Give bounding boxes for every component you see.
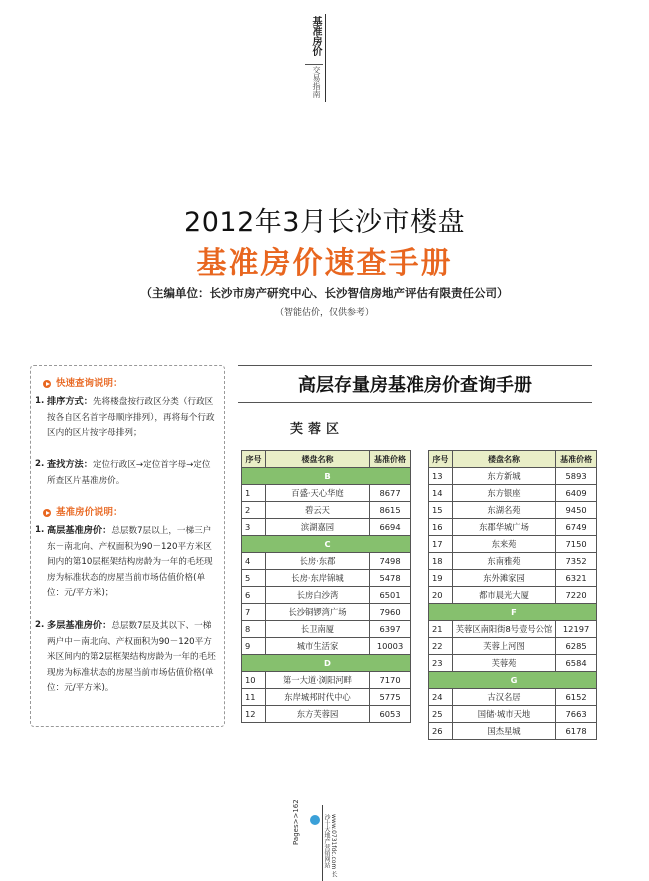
group-letter: C (242, 536, 411, 553)
property-name: 国杰星城 (452, 723, 555, 740)
base-price: 6178 (556, 723, 597, 740)
row-number: 16 (429, 519, 453, 536)
row-number: 2 (242, 502, 266, 519)
row-number: 3 (242, 519, 266, 536)
base-price: 6694 (370, 519, 411, 536)
item-number: 1. (35, 525, 45, 535)
property-name: 芙蓉苑 (452, 655, 555, 672)
footer-site (323, 814, 337, 881)
row-number: 15 (429, 502, 453, 519)
item-text: 定位行政区→定位首字母→定位所查区片基准房价。 (47, 460, 211, 486)
base-price: 7170 (370, 672, 411, 689)
table-row (429, 706, 597, 723)
header-no: 序号 (242, 451, 266, 468)
sub-section-label: 交易指南 (312, 66, 321, 98)
row-number: 12 (242, 706, 266, 723)
group-row (429, 604, 597, 621)
arrow-icon (43, 380, 51, 388)
quick-guide-title: 快速查询说明： (56, 378, 123, 389)
guide-item (35, 394, 219, 442)
property-name: 东湖名苑 (452, 502, 555, 519)
property-name: 东郡华城广场 (452, 519, 555, 536)
item-number: 2. (35, 620, 45, 630)
table-row (242, 570, 411, 587)
base-price: 7150 (556, 536, 597, 553)
page-number: Pages>>162 (292, 799, 300, 845)
base-price: 5775 (370, 689, 411, 706)
base-price: 7498 (370, 553, 411, 570)
table-row (242, 638, 411, 655)
group-row (429, 672, 597, 689)
item-label: 高层基准房价： (47, 525, 112, 536)
group-row (242, 468, 411, 485)
footer-tagline: 长沙十大地产营销网站 (323, 814, 337, 878)
base-price: 6152 (556, 689, 597, 706)
base-price: 5893 (556, 468, 597, 485)
table-row (242, 553, 411, 570)
property-name: 长卫南厦 (265, 621, 369, 638)
row-number: 1 (242, 485, 266, 502)
item-text: 总层数7层及其以下、一梯两户中－南北向、产权面积为90－120平方米区间内的第2层框架结构房龄为一年的毛坯现房为标准状态的房屋当前市场估值价格(单位：元/平方米)。 (47, 621, 216, 694)
row-number: 11 (242, 689, 266, 706)
header-price: 基准价格 (370, 451, 411, 468)
property-name: 东岸城邦时代中心 (265, 689, 369, 706)
row-number: 20 (429, 587, 453, 604)
base-price: 6501 (370, 587, 411, 604)
property-name: 芙蓉区南阳街8号壹号公馆 (452, 621, 555, 638)
row-number: 4 (242, 553, 266, 570)
page-title: 2012年3月长沙市楼盘 (184, 207, 465, 238)
property-name: 东外滩家园 (452, 570, 555, 587)
base-price: 10003 (370, 638, 411, 655)
group-letter: D (242, 655, 411, 672)
base-price: 6285 (556, 638, 597, 655)
row-number: 18 (429, 553, 453, 570)
guide-item (35, 523, 219, 602)
table-row (242, 604, 411, 621)
table-row (429, 689, 597, 706)
item-label: 排序方式： (47, 396, 93, 407)
property-name: 滨湖嘉园 (265, 519, 369, 536)
item-number: 2. (35, 459, 45, 469)
base-price: 6584 (556, 655, 597, 672)
table-row (429, 468, 597, 485)
guide-item (35, 457, 219, 489)
price-table-left (241, 450, 411, 723)
base-price: 7220 (556, 587, 597, 604)
table-row (242, 519, 411, 536)
row-number: 13 (429, 468, 453, 485)
property-name: 东来苑 (452, 536, 555, 553)
arrow-icon (43, 509, 51, 517)
item-label: 查找方法： (47, 459, 93, 470)
table-row (429, 638, 597, 655)
base-price: 6321 (556, 570, 597, 587)
table-row (429, 485, 597, 502)
group-row (242, 655, 411, 672)
property-name: 东南雅苑 (452, 553, 555, 570)
base-price: 6053 (370, 706, 411, 723)
guide-item (35, 618, 219, 697)
price-guide-heading (43, 504, 123, 518)
base-price: 8615 (370, 502, 411, 519)
table-section-title: 高层存量房基准房价查询手册 (298, 375, 532, 396)
disclaimer: （智能估价，仅供参考） (274, 308, 374, 318)
row-number: 25 (429, 706, 453, 723)
table-row (242, 672, 411, 689)
row-number: 22 (429, 638, 453, 655)
property-name: 都市晨光大厦 (452, 587, 555, 604)
base-price: 6409 (556, 485, 597, 502)
base-price: 7663 (556, 706, 597, 723)
row-number: 17 (429, 536, 453, 553)
table-row (242, 706, 411, 723)
property-name: 百盛·天心华庭 (265, 485, 369, 502)
row-number: 23 (429, 655, 453, 672)
base-price: 5478 (370, 570, 411, 587)
base-price: 7352 (556, 553, 597, 570)
price-guide-title: 基准房价说明： (56, 507, 123, 518)
row-number: 14 (429, 485, 453, 502)
property-name: 国储·城市天地 (452, 706, 555, 723)
row-number: 24 (429, 689, 453, 706)
table-row (429, 519, 597, 536)
table-row (429, 536, 597, 553)
tab-divider (305, 64, 323, 65)
table-row (242, 502, 411, 519)
base-price: 6397 (370, 621, 411, 638)
item-label: 多层基准房价： (47, 620, 112, 631)
table-row (242, 689, 411, 706)
property-name: 长房·东岸锦城 (265, 570, 369, 587)
base-price: 9450 (556, 502, 597, 519)
header-name: 楼盘名称 (265, 451, 369, 468)
row-number: 26 (429, 723, 453, 740)
property-name: 长沙铜锣湾广场 (265, 604, 369, 621)
table-row (429, 655, 597, 672)
group-letter: F (429, 604, 597, 621)
row-number: 7 (242, 604, 266, 621)
table-row (242, 621, 411, 638)
base-price: 8677 (370, 485, 411, 502)
group-letter: G (429, 672, 597, 689)
property-name: 长房·东郡 (265, 553, 369, 570)
base-price: 12197 (556, 621, 597, 638)
header-name: 楼盘名称 (452, 451, 555, 468)
quick-guide-heading (43, 375, 123, 389)
property-name: 城市生活家 (265, 638, 369, 655)
property-name: 长房白沙湾 (265, 587, 369, 604)
table-section-header (238, 365, 592, 403)
header-no: 序号 (429, 451, 453, 468)
price-table-right (428, 450, 597, 740)
item-number: 1. (35, 396, 45, 406)
table-row (429, 502, 597, 519)
page-dot-icon (310, 815, 320, 825)
group-row (242, 536, 411, 553)
table-row (429, 587, 597, 604)
table-row (242, 587, 411, 604)
table-row (429, 723, 597, 740)
section-label: 基准房价 (310, 16, 321, 56)
base-price: 7960 (370, 604, 411, 621)
group-letter: B (242, 468, 411, 485)
editor-note: （主编单位：长沙市房产研究中心、长沙智信房地产评估有限责任公司） (140, 286, 509, 300)
footer-url: www.0731fdc.com (330, 814, 337, 870)
property-name: 第一大道·浏阳河畔 (265, 672, 369, 689)
property-name: 碧云天 (265, 502, 369, 519)
base-price: 6749 (556, 519, 597, 536)
table-row (429, 621, 597, 638)
row-number: 10 (242, 672, 266, 689)
header-price: 基准价格 (556, 451, 597, 468)
property-name: 东方新城 (452, 468, 555, 485)
row-number: 19 (429, 570, 453, 587)
table-row (242, 485, 411, 502)
table-row (429, 553, 597, 570)
section-tab (305, 14, 326, 102)
row-number: 5 (242, 570, 266, 587)
row-number: 21 (429, 621, 453, 638)
row-number: 9 (242, 638, 266, 655)
property-name: 古汉名居 (452, 689, 555, 706)
district-name: 芙蓉区 (290, 422, 345, 437)
item-text: 总层数7层以上，一梯三户东－南北向、产权面积为90－120平方米区间内的第10层框架结构房龄为一年的毛坯现房为标准状态的房屋当前市场估值价格(单位：元/平方米)； (47, 526, 213, 599)
item-text: 先将楼盘按行政区分类（行政区按各自区名首字母顺序排列），再将每个行政区内的区片按字母排列； (47, 397, 215, 439)
property-name: 东方芙蓉园 (265, 706, 369, 723)
row-number: 8 (242, 621, 266, 638)
page-title-highlight: 基准房价速查手册 (196, 246, 453, 281)
row-number: 6 (242, 587, 266, 604)
guide-box (30, 365, 225, 727)
table-row (429, 570, 597, 587)
property-name: 芙蓉上河图 (452, 638, 555, 655)
property-name: 东方银座 (452, 485, 555, 502)
